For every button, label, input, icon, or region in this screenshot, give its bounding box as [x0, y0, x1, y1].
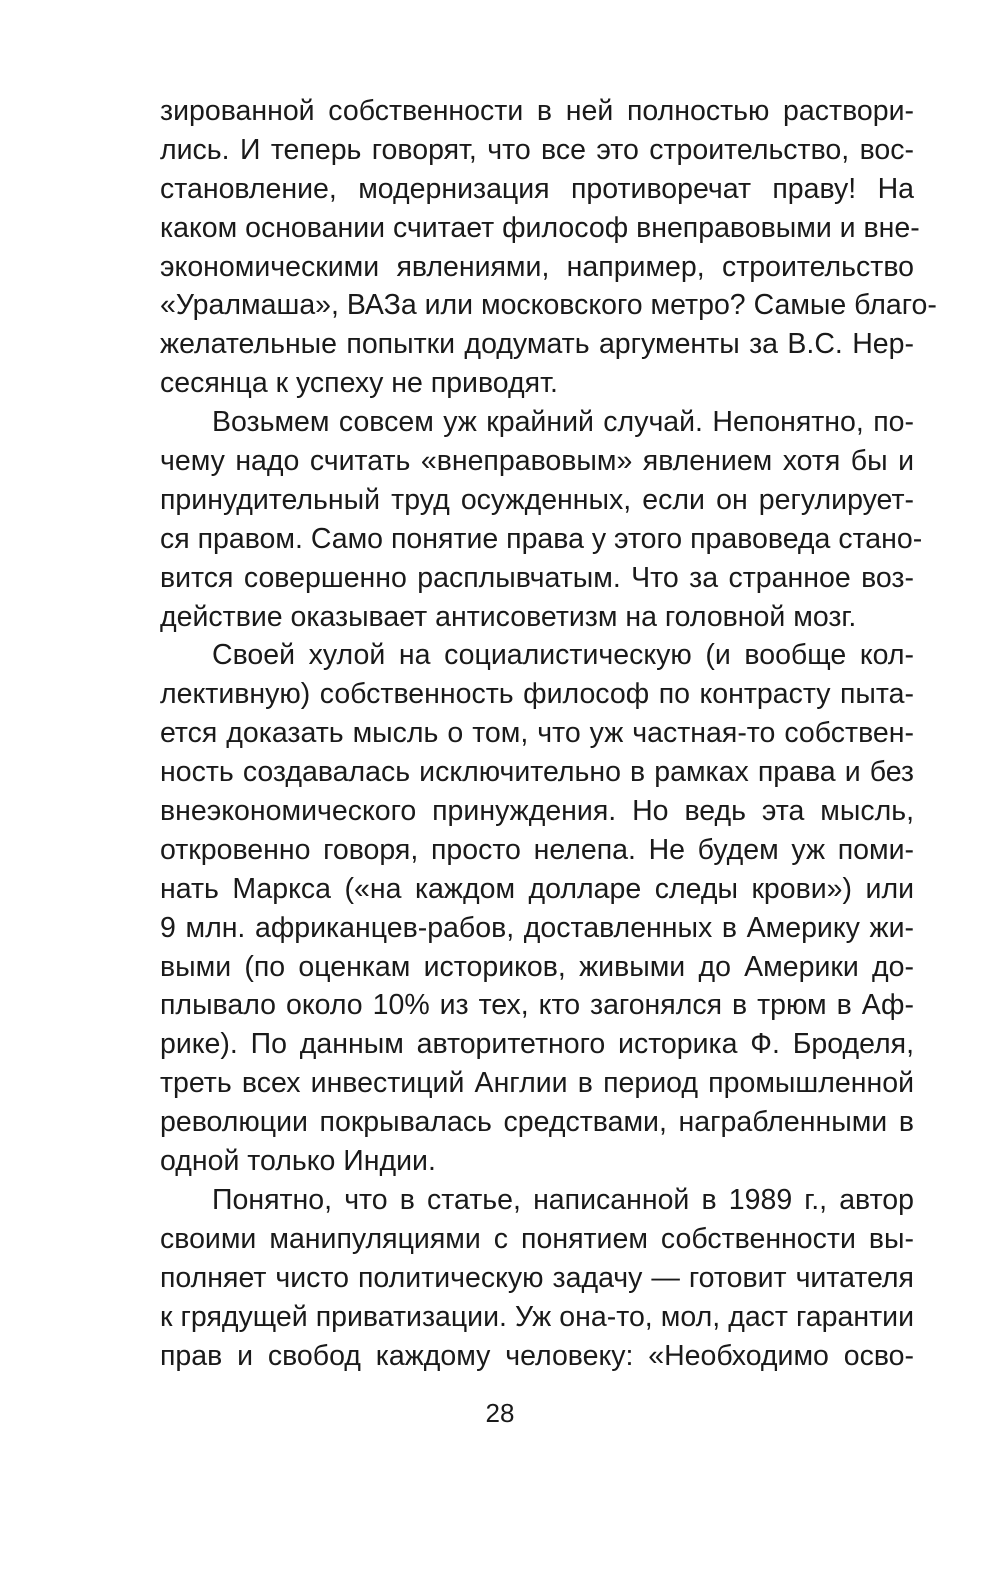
text-line: ность создавалась исключительно в рамках права и без — [160, 756, 914, 789]
paragraph-3 — [160, 636, 914, 1180]
page-number: 28 — [485, 1398, 515, 1428]
text-line: внеэкономического принуждения. Но ведь эта мысль, — [160, 795, 914, 828]
text-line: нать Маркса («на каждом долларе следы крови») или — [160, 872, 914, 905]
text-line: сесянца к успеху не приводят. — [160, 367, 558, 400]
text-line: Своей хулой на социалистическую (и вообще кол- — [212, 639, 914, 672]
text-line: каком основании считает философ внеправовыми и вне- — [160, 211, 920, 244]
text-line: выми (по оценкам историков, живыми до Америки до- — [160, 950, 914, 983]
text-line: революции покрывалась средствами, награбленными в — [160, 1106, 914, 1139]
paragraph-2 — [160, 403, 923, 636]
text-line: 9 млн. африканцев-рабов, доставленных в Америку жи- — [160, 911, 914, 944]
paragraph-4 — [160, 1181, 914, 1375]
text-line: желательные попытки додумать аргументы за В.С. Нер- — [160, 328, 914, 361]
text-line: лективную) собственность философ по контрасту пыта- — [160, 678, 914, 711]
text-line: лись. И теперь говорят, что все это строительство, вос- — [160, 133, 914, 166]
text-line: «Уралмаша», ВАЗа или московского метро? Самые благо- — [160, 289, 937, 322]
text-line: плывало около 10% из тех, кто загонялся в трюм в Аф- — [160, 989, 914, 1022]
text-line: чему надо считать «внеправовым» явлением хотя бы и — [160, 445, 914, 478]
text-line: принудительный труд осужденных, если он регулирует- — [160, 483, 914, 516]
text-line: ется доказать мысль о том, что уж частная-то собствен- — [160, 717, 914, 750]
text-line: зированной собственности в ней полностью раствори- — [160, 95, 914, 127]
text-line: треть всех инвестиций Англии в период промышленной — [160, 1067, 914, 1100]
text-line: экономическими явлениями, например, строительство — [160, 250, 914, 283]
text-line: своими манипуляциями с понятием собственности вы- — [160, 1222, 914, 1255]
text-line: полняет чисто политическую задачу — готовит читателя — [160, 1261, 914, 1294]
paragraph-1 — [160, 92, 937, 403]
text-line: становление, модернизация противоречат праву! На — [160, 172, 914, 205]
page-body — [160, 92, 937, 1375]
text-line: откровенно говоря, просто нелепа. Не будем уж поми- — [160, 833, 914, 866]
text-line: действие оказывает антисоветизм на головной мозг. — [160, 600, 857, 633]
text-line: рике). По данным авторитетного историка Ф. Броделя, — [160, 1028, 914, 1061]
text-line: Понятно, что в статье, написанной в 1989 г., автор — [212, 1183, 914, 1216]
text-line: прав и свобод каждому человеку: «Необходимо осво- — [160, 1339, 914, 1372]
text-line: одной только Индии. — [160, 1145, 436, 1178]
text-line: ся правом. Само понятие права у этого правоведа стано- — [160, 522, 923, 555]
text-line: к грядущей приватизации. Уж она-то, мол, даст гарантии — [160, 1300, 914, 1333]
text-line: вится совершенно расплывчатым. Что за странное воз- — [160, 561, 914, 594]
text-line: Возьмем совсем уж крайний случай. Непонятно, по- — [212, 406, 914, 439]
